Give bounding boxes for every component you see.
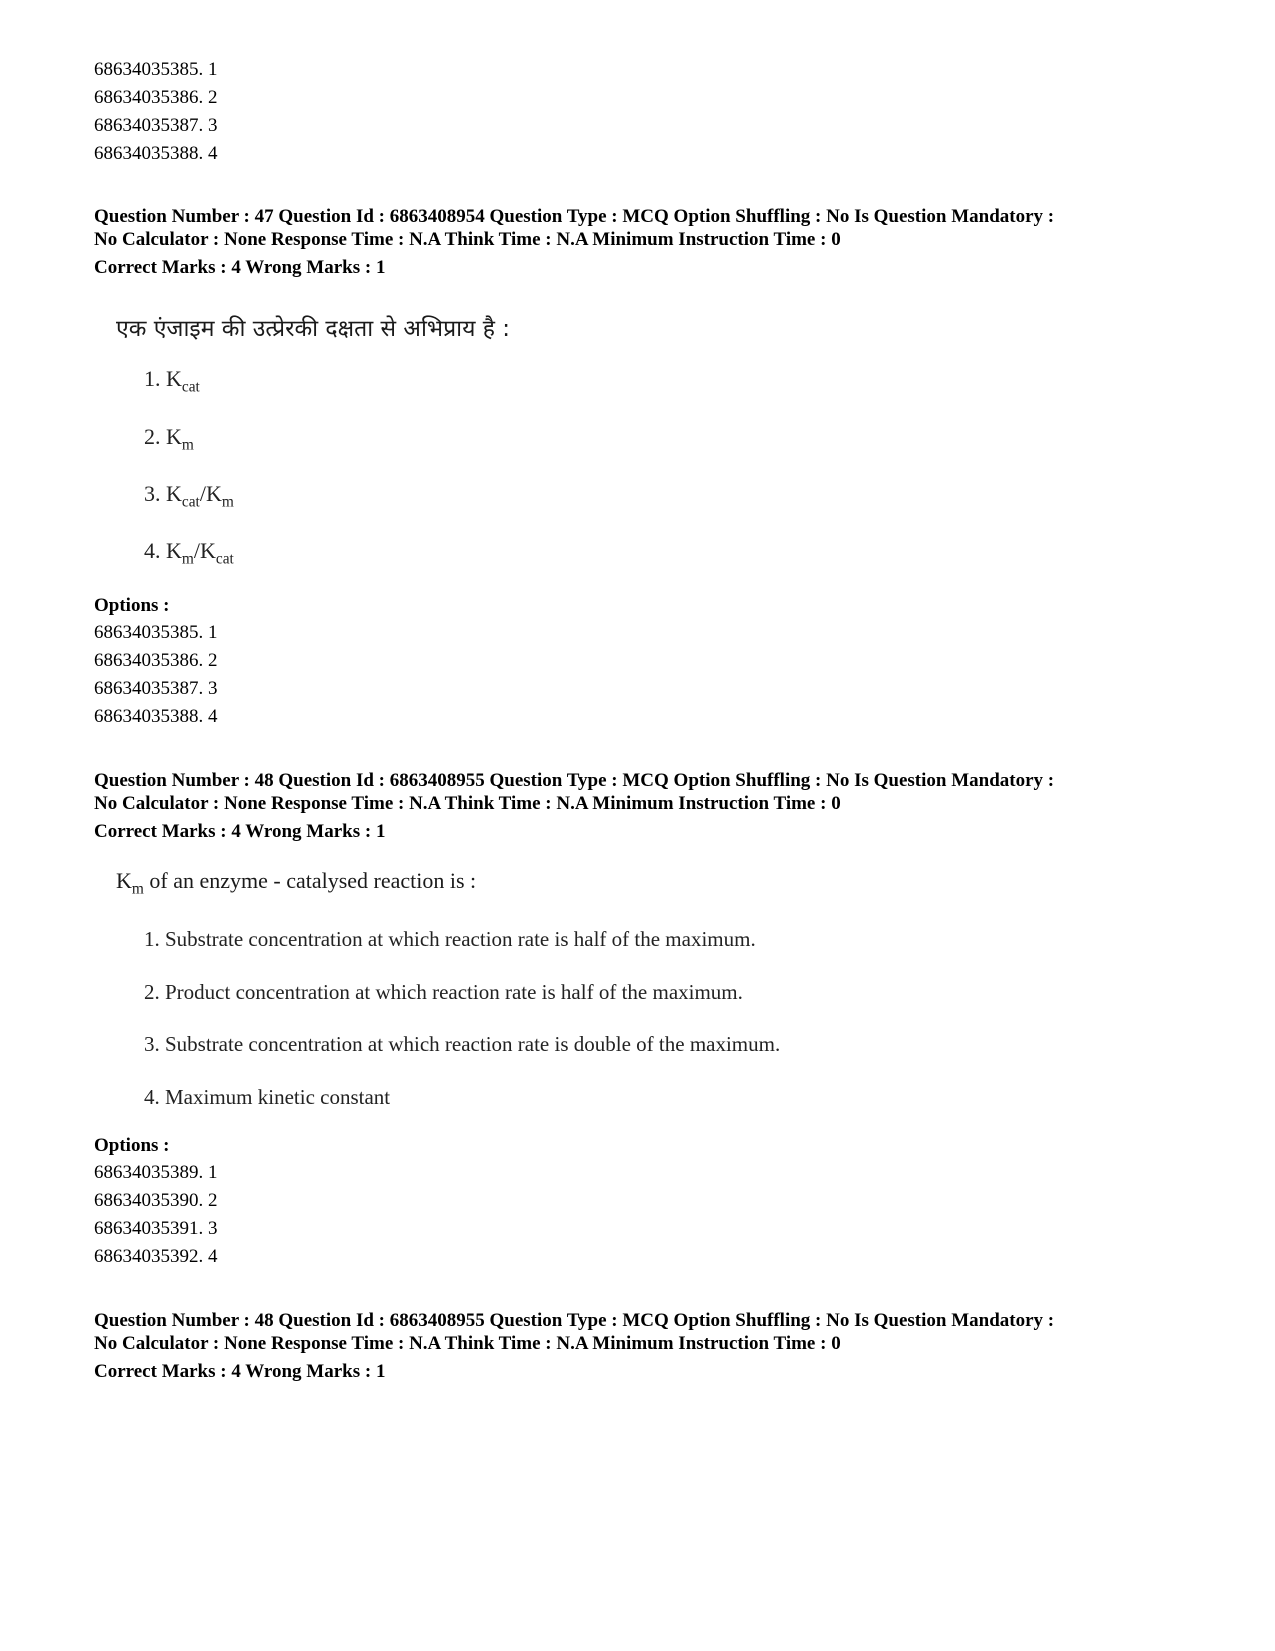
choice-1: 1. $K_{cat}$ <box>144 366 200 396</box>
choice-1: 1. Substrate concentration at which reaction rate is half of the maximum. <box>144 927 756 951</box>
choice-3: 3. $K_{cat}/K_m$ <box>144 481 234 511</box>
question-marks: Correct Marks : 4 Wrong Marks : 1 <box>94 257 386 278</box>
choice-4: 4. Maximum kinetic constant <box>144 1085 391 1109</box>
options-label: Options : <box>94 595 170 616</box>
option-line: 68634035388. 4 <box>94 706 218 727</box>
question-header: No Calculator : None Response Time : N.A Think Time : N.A Minimum Instruction Time : 0 <box>94 793 841 814</box>
option-line: 68634035388. 4 <box>94 143 218 164</box>
question-header: Question Number : 48 Question Id : 6863408955 Question Type : MCQ Option Shuffling : No Is Question Mandatory : <box>94 1310 1055 1331</box>
choice-3: 3. Substrate concentration at which reaction rate is double of the maximum. <box>144 1032 781 1056</box>
question-marks: Correct Marks : 4 Wrong Marks : 1 <box>94 821 386 842</box>
option-line: 68634035385. 1 <box>94 59 218 80</box>
choice-2: 2. Product concentration at which reaction rate is half of the maximum. <box>144 980 743 1004</box>
choice-2: 2. $K_m$ <box>144 424 194 454</box>
question-marks: Correct Marks : 4 Wrong Marks : 1 <box>94 1361 386 1382</box>
option-line: 68634035387. 3 <box>94 115 218 136</box>
question-header: Question Number : 48 Question Id : 6863408955 Question Type : MCQ Option Shuffling : No Is Question Mandatory : <box>94 770 1055 791</box>
options-label: Options : <box>94 1135 170 1156</box>
option-line: 68634035389. 1 <box>94 1162 218 1183</box>
option-line: 68634035386. 2 <box>94 650 218 671</box>
option-line: 68634035392. 4 <box>94 1246 218 1267</box>
option-line: 68634035385. 1 <box>94 622 218 643</box>
option-line: 68634035390. 2 <box>94 1190 218 1211</box>
question-header: No Calculator : None Response Time : N.A Think Time : N.A Minimum Instruction Time : 0 <box>94 229 841 250</box>
choice-4: 4. $K_m/K_{cat}$ <box>144 538 234 568</box>
question-header: Question Number : 47 Question Id : 6863408954 Question Type : MCQ Option Shuffling : No Is Question Mandatory : <box>94 206 1055 227</box>
question-stem: $K_m$ of an enzyme - catalysed reaction is : <box>116 868 477 898</box>
question-header: No Calculator : None Response Time : N.A Think Time : N.A Minimum Instruction Time : 0 <box>94 1333 841 1354</box>
question-stem: एक एंजाइम की उत्प्रेरकी दक्षता से अभिप्राय है : <box>116 316 511 342</box>
option-line: 68634035386. 2 <box>94 87 218 108</box>
option-line: 68634035387. 3 <box>94 678 218 699</box>
option-line: 68634035391. 3 <box>94 1218 218 1239</box>
